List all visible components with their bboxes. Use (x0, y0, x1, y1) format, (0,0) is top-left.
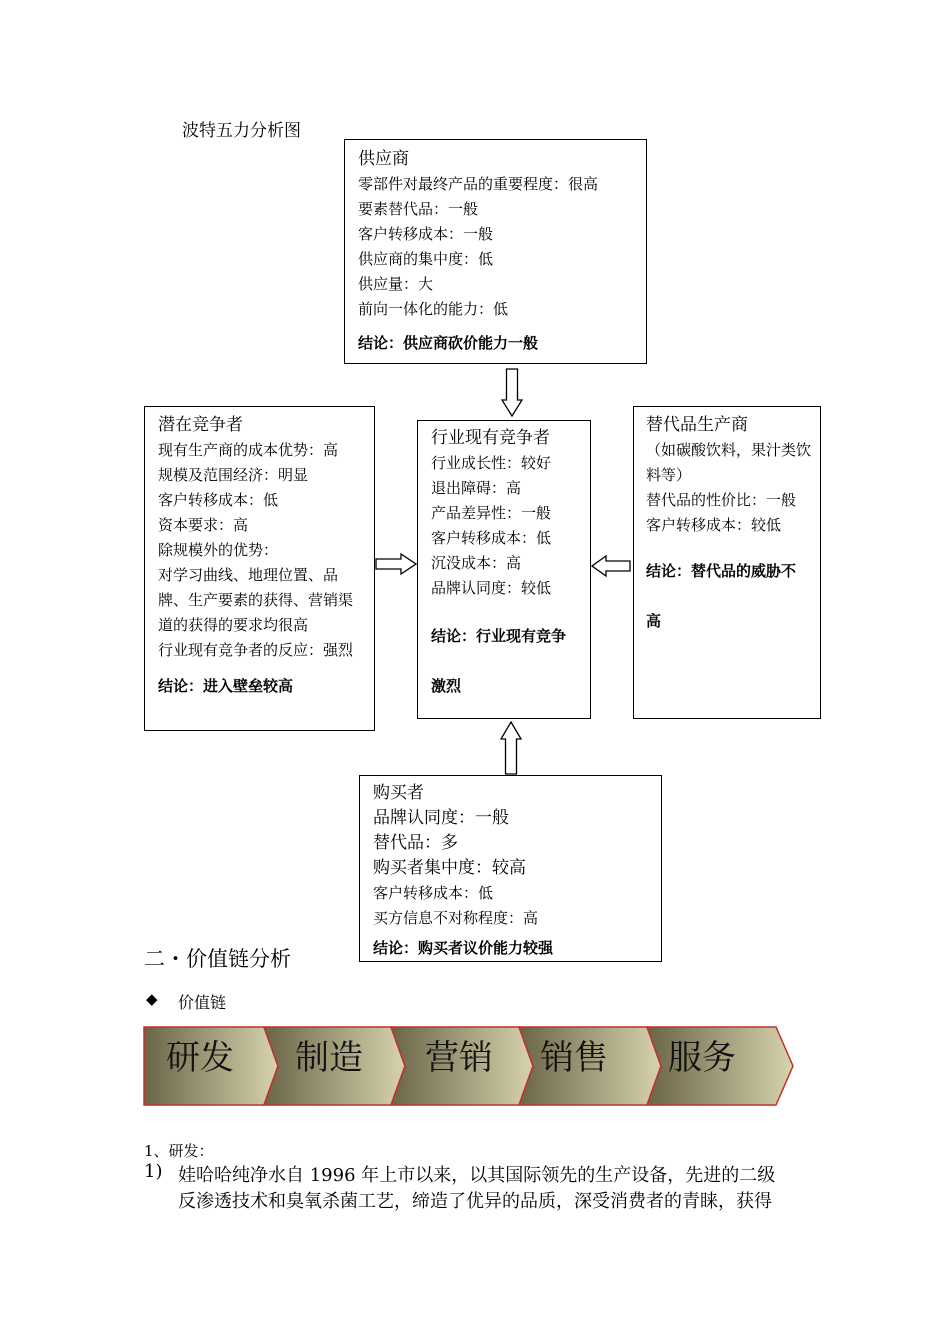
supplier-line: 供应商的集中度：低 (358, 250, 494, 268)
potential-box (144, 406, 375, 731)
potential-line: 资本要求：高 (158, 516, 249, 534)
chain-label: 销售 (540, 1038, 608, 1078)
potential-line: 行业现有竞争者的反应：强烈 (158, 641, 354, 659)
substitute-title: 替代品生产商 (646, 415, 748, 435)
supplier-line: 客户转移成本：一般 (358, 225, 494, 243)
subsection-heading: 1、研发： (144, 1142, 214, 1160)
arrow-up-icon (500, 721, 522, 775)
supplier-line: 要素替代品：一般 (358, 200, 479, 218)
potential-line: 规模及范围经济：明显 (158, 466, 309, 484)
arrow-down-icon (501, 368, 523, 418)
arrow-left-icon (591, 555, 631, 577)
potential-line: 对学习曲线、地理位置、品牌、生产要素的获得、营销渠道的获得的要求均很高 (158, 566, 354, 634)
supplier-line: 前向一体化的能力：低 (358, 300, 509, 318)
buyer-line: 替代品：多 (373, 833, 458, 853)
industry-line: 退出障碍：高 (431, 479, 522, 497)
potential-line: 客户转移成本：低 (158, 491, 279, 509)
chain-label: 制造 (295, 1038, 363, 1078)
industry-conclusion: 结论：行业现有竞争激烈 (431, 627, 567, 695)
industry-title: 行业现有竞争者 (431, 428, 550, 448)
bullet-diamond-icon: ◆ (146, 990, 158, 1008)
buyer-box (359, 775, 662, 962)
paragraph-line: 反渗透技术和臭氧杀菌工艺，缔造了优异的品质，深受消费者的青睐，获得 (178, 1191, 772, 1212)
substitute-line: （如碳酸饮料，果汁类饮料等） (646, 441, 812, 484)
potential-line: 除规模外的优势： (158, 541, 279, 559)
buyer-line: 品牌认同度：一般 (373, 808, 509, 828)
substitute-line: 客户转移成本：较低 (646, 516, 782, 534)
industry-box (417, 420, 591, 719)
supplier-line: 供应量：大 (358, 275, 434, 293)
buyer-conclusion: 结论：购买者议价能力较强 (373, 939, 554, 957)
chain-label: 营销 (425, 1038, 493, 1078)
supplier-line: 零部件对最终产品的重要程度：很高 (358, 175, 599, 193)
paragraph-line: 娃哈哈纯净水自 1996 年上市以来，以其国际领先的生产设备，先进的二级 (178, 1165, 776, 1186)
supplier-conclusion: 结论：供应商砍价能力一般 (358, 334, 539, 352)
supplier-box (344, 139, 647, 364)
buyer-line: 购买者集中度：较高 (373, 858, 526, 878)
substitute-conclusion: 结论：替代品的威胁不高 (646, 562, 797, 630)
buyer-line: 客户转移成本：低 (373, 884, 494, 902)
section-heading: 二・价值链分析 (144, 947, 291, 971)
buyer-title: 购买者 (373, 783, 424, 803)
diagram-title: 波特五力分析图 (182, 121, 301, 141)
bullet-text: 价值链 (178, 993, 227, 1012)
chain-label: 研发 (166, 1038, 234, 1078)
supplier-title: 供应商 (358, 149, 409, 169)
industry-line: 行业成长性：较好 (431, 454, 552, 472)
potential-conclusion: 结论：进入壁垒较高 (158, 677, 294, 695)
substitute-line: 替代品的性价比：一般 (646, 491, 797, 509)
industry-line: 沉没成本：高 (431, 554, 522, 572)
buyer-line: 买方信息不对称程度：高 (373, 909, 539, 927)
chain-label: 服务 (668, 1038, 736, 1078)
industry-line: 产品差异性：一般 (431, 504, 552, 522)
industry-line: 客户转移成本：低 (431, 529, 552, 547)
arrow-right-icon (375, 553, 417, 575)
potential-line: 现有生产商的成本优势：高 (158, 441, 339, 459)
substitute-box (633, 406, 821, 719)
industry-line: 品牌认同度：较低 (431, 579, 552, 597)
potential-title: 潜在竞争者 (158, 415, 243, 435)
list-number: 1) (144, 1161, 163, 1182)
